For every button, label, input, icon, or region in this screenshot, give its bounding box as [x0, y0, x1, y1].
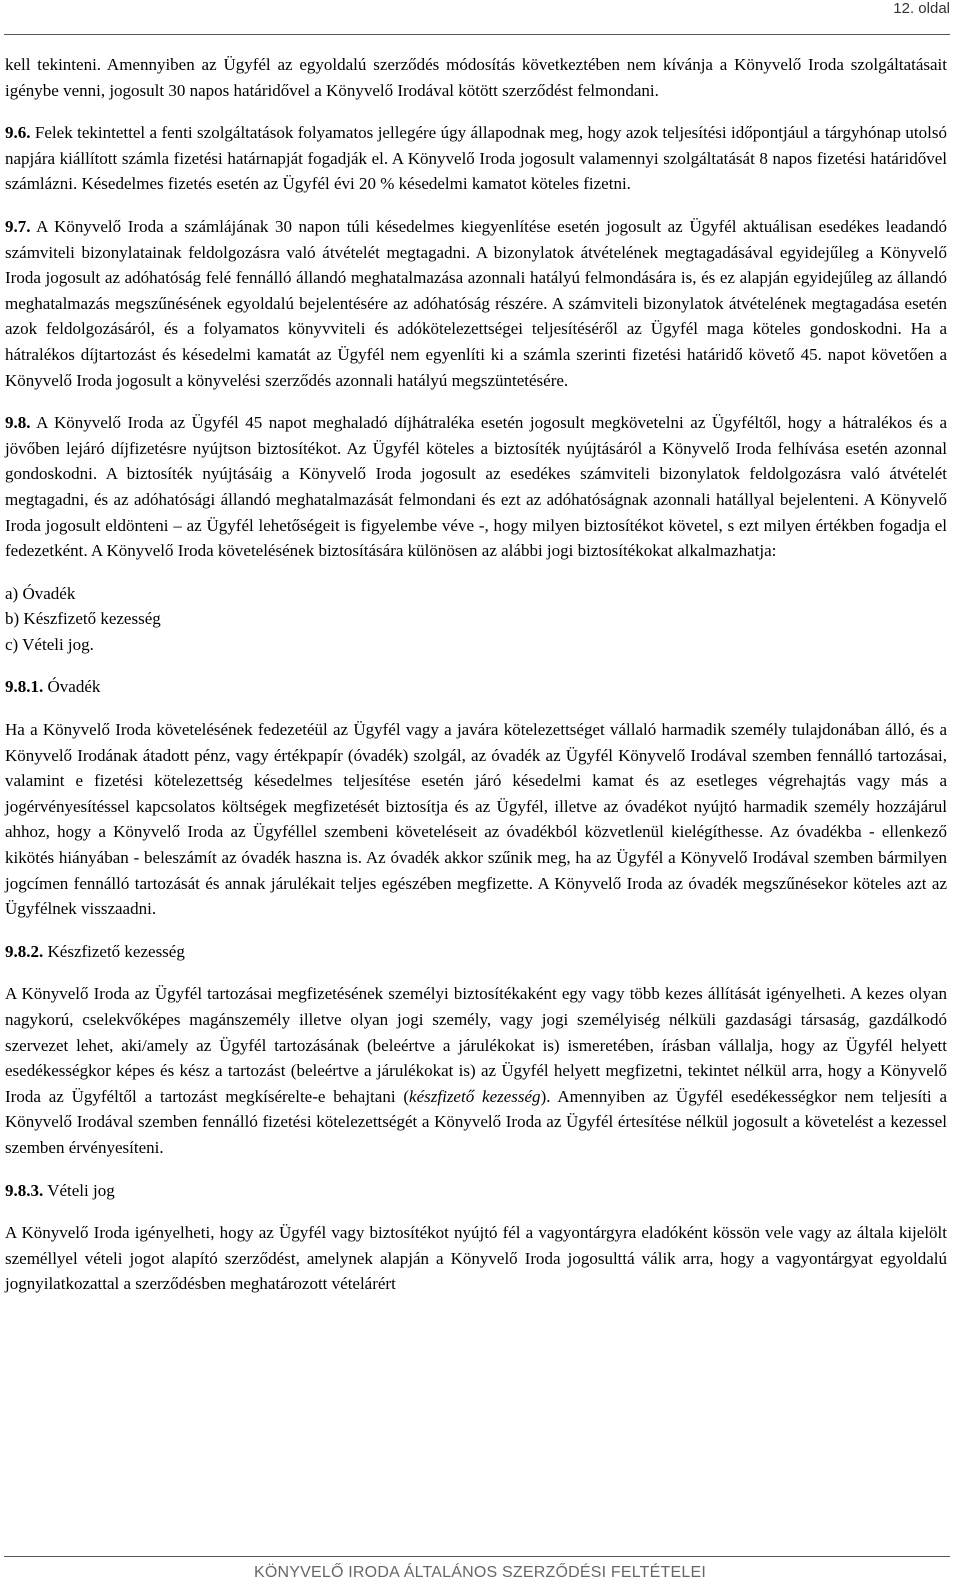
footer-title: KÖNYVELŐ IRODA ÁLTALÁNOS SZERZŐDÉSI FELTÉTELEI [254, 1564, 706, 1581]
section-number: 9.8. [5, 413, 31, 433]
paragraph-9-8-2 [5, 981, 947, 1160]
paragraph-intro [5, 52, 947, 103]
document-body [5, 52, 947, 1314]
heading-text: Óvadék [47, 677, 101, 697]
paragraph-text: A Könyvelő Iroda igényelheti, hogy az Ügyfél vagy biztosítékot nyújtó fél a vagyontárgyra eladóként kössön vele vagy az általa kijelölt személlyel vételi jogot alapító szerződést, amelynek alapján a Könyvelő Iroda jogosulttá válik arra, hogy a vagyontárgyat egyoldalú jognyilatkozattal a szerződésben meghatározott vételárért [5, 1223, 947, 1294]
paragraph-9-8 [5, 410, 947, 564]
paragraph-text: Felek tekintettel a fenti szolgáltatások folyamatos jellegére úgy állapodnak meg, hogy azok teljesítési időpontjául a tárgyhónap utolsó napjára kiállított számla fizetési határnapját fogadják el. A Könyvelő Iroda jogosult valamennyi szolgáltatását 8 napos fizetési határidővel számlázni. Késedelmes fizetés esetén az Ügyfél évi 20 % késedelmi kamatot köteles fizetni. [5, 123, 947, 194]
list-item: b) Készfizető kezesség [5, 609, 161, 629]
paragraph-text: A Könyvelő Iroda a számlájának 30 napon túli késedelmes kiegyenlítése esetén jogosult az Ügyfél aktuálisan esedékes leadandó számviteli bizonylatainak feldolgozásra való átvételét megtagadni. A bizonylatok átvételének megtagadásával egyidejűleg a Könyvelő Iroda jogosult az adóhatóság felé fennálló állandó meghatalmazása azonnali hatályú felmondására is, és ez alapján egyidejűleg az állandó meghatalmazás megszűnésének egyoldalú bejelentésére az adóhatóság részére. A számviteli bizonylatok átvételének megtagadása esetén azok feldolgozásáról, és a folyamatos könyvviteli és adókötelezettségei teljesítéséről az Ügyfél maga köteles gondoskodni. Ha a hátralékos díjtartozást és késedelmi kamatát az Ügyfél nem egyenlíti ki a számla szerinti fizetési határidő követő 45. napot követően a Könyvelő Iroda jogosult a könyvelési szerződés azonnali hatályú megszüntetésére. [5, 216, 948, 390]
paragraph-text: A Könyvelő Iroda az Ügyfél tartozásai megfizetésének személyi biztosítékaként egy vagy több kezes állítását igényelheti. A kezes olyan nagykorú, cselekvőképes magánszemély illetve olyan jogi személy, vagy jogi személyiség nélküli gazdasági társaság, gazdálkodó szervezet lehet, aki/amely az Ügyfél tartozásának (beleértve a járulékokat is) ismeretében, írásban vállalja, hogy az Ügyfél helyett esedékességkor képes és kész a tartozást (beleértve a járulékokat is) az Ügyfél helyett megfizetni, tekintet nélkül arra, hogy a Könyvelő Iroda az Ügyféltől a tartozást megkísérelte-e behajtani ( [5, 984, 947, 1106]
emphasis-term: készfizető kezesség [409, 1086, 541, 1106]
header-rule [4, 34, 950, 35]
paragraph-9-8-3 [5, 1220, 947, 1297]
heading-text: Készfizető kezesség [47, 941, 185, 961]
heading-text: Vételi jog [47, 1180, 115, 1200]
page-number: 12. oldal [893, 0, 950, 17]
section-number: 9.8.1. [5, 677, 44, 697]
paragraph-text: A Könyvelő Iroda az Ügyfél 45 napot meghaladó díjhátraléka esetén jogosult megkövetelni az Ügyféltől, hogy a hátralékos és a jövőben lejáró díjfizetésre nyújtson biztosítékot. Az Ügyfél köteles a biztosíték nyújtásáról a Könyvelő Iroda felhívása esetén azonnal gondoskodni. A biztosíték nyújtásáig a Könyvelő Iroda jogosult az esedékes számviteli bizonylatok feldolgozásra való átvételét megtagadni, és az adóhatósági állandó meghatalmazását felmondani és ezt az adóhatóságnak azonnali hatállyal bejelenteni. A Könyvelő Iroda jogosult eldönteni – az Ügyfél lehetőségeit is figyelembe véve -, hogy milyen biztosítékot követel, s ezt milyen értékben fogadja el fedezetként. A Könyvelő Iroda követelésének biztosítására különösen az alábbi jogi biztosítékokat alkalmazhatja: [5, 413, 948, 561]
section-number: 9.6. [5, 123, 31, 143]
list-item: c) Vételi jog. [5, 634, 94, 654]
paragraph-intro-text: kell tekinteni. Amennyiben az Ügyfél az egyoldalú szerződés módosítás következtében nem kívánja a Könyvelő Iroda szolgáltatásait igénybe venni, jogosult 30 napos határidővel a Könyvelő Irodával kötött szerződést felmondani. [5, 55, 947, 100]
paragraph-9-6 [5, 120, 947, 197]
section-number: 9.8.2. [5, 941, 44, 961]
section-number: 9.8.3. [5, 1180, 44, 1200]
section-number: 9.7. [5, 216, 31, 236]
list-item: a) Óvadék [5, 583, 76, 603]
heading-9-8-1 [5, 674, 947, 700]
paragraph-9-8-1 [5, 717, 947, 922]
footer-rule [4, 1556, 950, 1557]
paragraph-text-continued: ). Amennyiben az Ügyfél esedékességkor nem teljesíti a Könyvelő Irodával szemben fennálló fizetési kötelezettségét a Könyvelő Iroda az Ügyfél értesítése nélkül jogosult a követelést a kezessel szemben érvényesíteni. [5, 1086, 948, 1157]
security-list [5, 581, 947, 658]
heading-9-8-2 [5, 939, 947, 965]
paragraph-text: Ha a Könyvelő Iroda követelésének fedezetéül az Ügyfél vagy a javára kötelezettséget vállaló harmadik személy tulajdonában álló, és a Könyvelő Irodának átadott pénz, vagy értékpapír (óvadék) szolgál, az óvadék az Ügyfél Könyvelő Irodával szemben fennálló tartozásai, valamint e fizetési kötelezettség késedelmes teljesítése esetén járó késedelmi kamat és az esetleges végrehajtás vagy más a jogérvényesítéssel kapcsolatos költségek megfizetését biztosítja és az Ügyfél, illetve az óvadékot nyújtó harmadik személy hozzájárul ahhoz, hogy a Könyvelő Iroda az Ügyféllel szembeni követeléseit az óvadékból közvetlenül kielégíthesse. Az óvadékba - ellenkező kikötés hiányában - beleszámít az óvadék haszna is. Az óvadék akkor szűnik meg, ha az Ügyfél a Könyvelő Irodával szemben bármilyen jogcímen fennálló tartozását és annak járulékait teljes egészében megfizette. A Könyvelő Iroda az óvadék megszűnésekor köteles azt az Ügyfélnek visszaadni. [5, 720, 947, 919]
heading-9-8-3 [5, 1178, 947, 1204]
paragraph-9-7 [5, 214, 947, 393]
